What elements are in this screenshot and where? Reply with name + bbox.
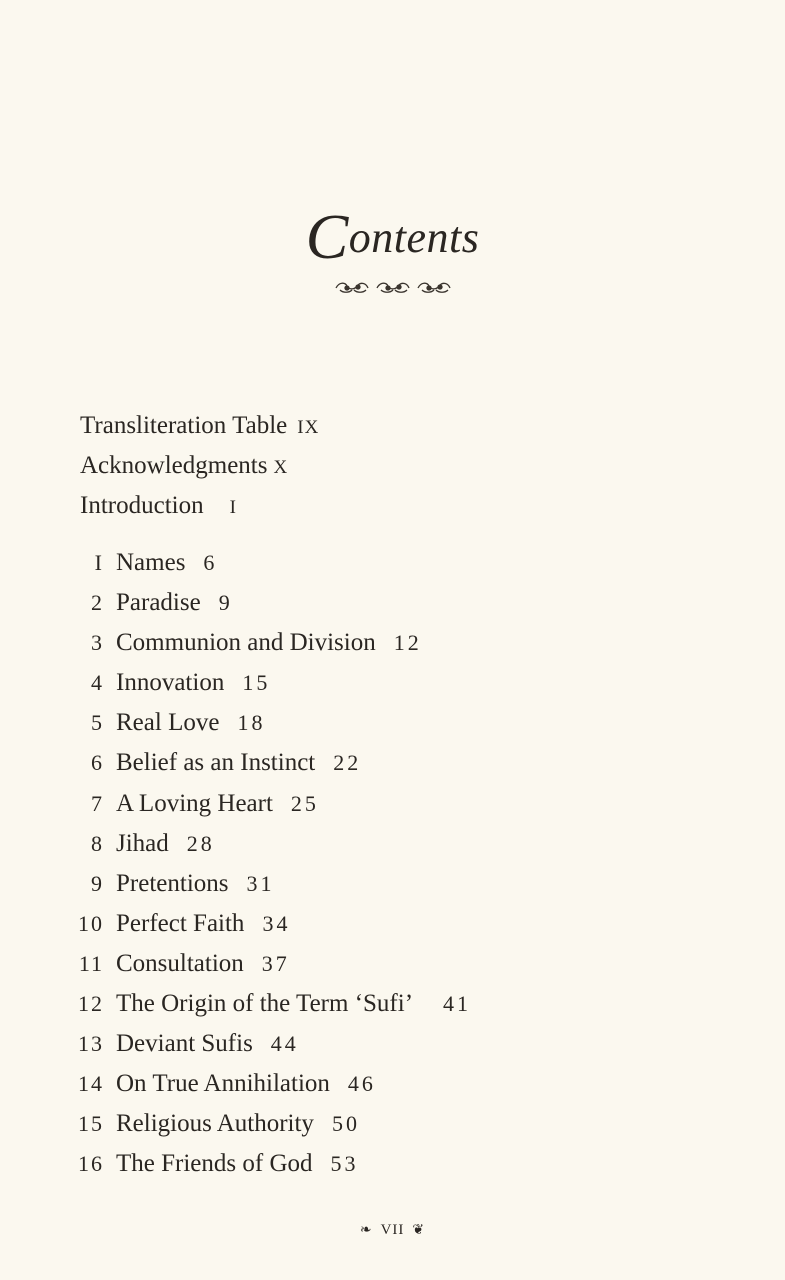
chapter-page: 9 xyxy=(218,590,233,616)
chapter-entry[interactable] xyxy=(0,944,471,984)
chapter-number: 7 xyxy=(91,790,104,816)
chapter-entry[interactable] xyxy=(0,743,471,783)
chapter-title: The Origin of the Term ‘Sufi’ xyxy=(116,990,414,1018)
chapter-entry[interactable] xyxy=(0,904,471,944)
fleuron-ornament-icon xyxy=(334,279,452,295)
page-folio xyxy=(0,1222,785,1239)
chapter-entry[interactable] xyxy=(0,543,471,583)
chapter-entry[interactable] xyxy=(0,824,471,864)
chapter-page: 28 xyxy=(186,830,215,856)
chapter-entry[interactable] xyxy=(0,703,471,743)
chapter-number: 16 xyxy=(78,1151,104,1177)
chapter-number: 4 xyxy=(91,670,104,696)
chapter-page: 31 xyxy=(246,870,275,896)
chapter-list xyxy=(0,543,471,1185)
chapter-number: 3 xyxy=(91,630,104,656)
chapter-title: Perfect Faith xyxy=(116,909,245,937)
folio-number: VII xyxy=(380,1222,405,1238)
chapter-title: Paradise xyxy=(116,589,201,617)
chapter-title: Communion and Division xyxy=(116,629,376,657)
chapter-entry[interactable] xyxy=(0,1064,471,1104)
entry-title: Introduction xyxy=(80,492,204,519)
chapter-title: On True Annihilation xyxy=(116,1070,330,1098)
chapter-page: 53 xyxy=(330,1151,359,1177)
toc-entry[interactable] xyxy=(80,486,319,526)
chapter-page: 37 xyxy=(261,950,290,976)
chapter-page: 15 xyxy=(242,670,271,696)
chapter-number: 11 xyxy=(78,950,104,976)
chapter-page: 44 xyxy=(270,1031,299,1057)
chapter-page: 6 xyxy=(203,550,218,575)
entry-page: I xyxy=(229,497,237,518)
chapter-title: Pretentions xyxy=(116,869,229,897)
chapter-title: The Friends of God xyxy=(116,1150,313,1178)
chapter-page: 46 xyxy=(347,1071,376,1097)
chapter-page: 12 xyxy=(393,630,422,656)
chapter-page: 25 xyxy=(290,790,319,816)
entry-title: Transliteration Table xyxy=(80,412,288,439)
chapter-entry[interactable] xyxy=(0,784,471,824)
chapter-entry[interactable] xyxy=(0,623,471,663)
chapter-title: Real Love xyxy=(116,709,220,737)
chapter-number: 5 xyxy=(91,710,104,736)
chapter-title: Deviant Sufis xyxy=(116,1030,253,1058)
title-initial: C xyxy=(305,201,349,272)
chapter-entry[interactable] xyxy=(0,663,471,703)
chapter-title: Consultation xyxy=(116,949,244,977)
chapter-entry[interactable] xyxy=(0,1104,471,1144)
chapter-title: Innovation xyxy=(116,669,225,697)
front-matter-list xyxy=(80,406,319,526)
entry-title: Acknowledgments xyxy=(80,452,268,479)
chapter-number: 10 xyxy=(78,910,104,936)
chapter-title: A Loving Heart xyxy=(116,789,273,817)
ornament-right-icon: ❦ xyxy=(412,1223,426,1238)
page-title xyxy=(0,201,785,272)
chapter-entry[interactable] xyxy=(0,984,471,1024)
chapter-page: 34 xyxy=(262,910,291,936)
chapter-title: Jihad xyxy=(116,829,169,857)
entry-page: X xyxy=(273,457,289,478)
chapter-number: 6 xyxy=(91,750,104,776)
title-ornament xyxy=(0,279,785,300)
chapter-number: 14 xyxy=(78,1071,104,1097)
chapter-title: Names xyxy=(116,549,186,576)
chapter-number: I xyxy=(94,550,104,575)
chapter-number: 8 xyxy=(91,830,104,856)
chapter-page: 41 xyxy=(443,991,472,1017)
toc-entry[interactable] xyxy=(80,446,319,486)
chapter-number: 9 xyxy=(91,870,104,896)
chapter-entry[interactable] xyxy=(0,1024,471,1064)
ornament-left-icon: ❧ xyxy=(359,1223,373,1238)
chapter-number: 12 xyxy=(78,991,104,1017)
chapter-number: 15 xyxy=(78,1111,104,1137)
chapter-title: Religious Authority xyxy=(116,1110,314,1138)
entry-page: IX xyxy=(297,417,320,438)
chapter-number: 2 xyxy=(91,590,104,616)
chapter-page: 18 xyxy=(237,710,266,736)
chapter-number: 13 xyxy=(78,1031,104,1057)
chapter-entry[interactable] xyxy=(0,864,471,904)
chapter-title: Belief as an Instinct xyxy=(116,749,316,777)
chapter-page: 50 xyxy=(331,1111,360,1137)
toc-entry[interactable] xyxy=(80,406,319,446)
title-rest: ontents xyxy=(348,213,480,262)
chapter-entry[interactable] xyxy=(0,1144,471,1184)
chapter-entry[interactable] xyxy=(0,583,471,623)
chapter-page: 22 xyxy=(333,750,362,776)
